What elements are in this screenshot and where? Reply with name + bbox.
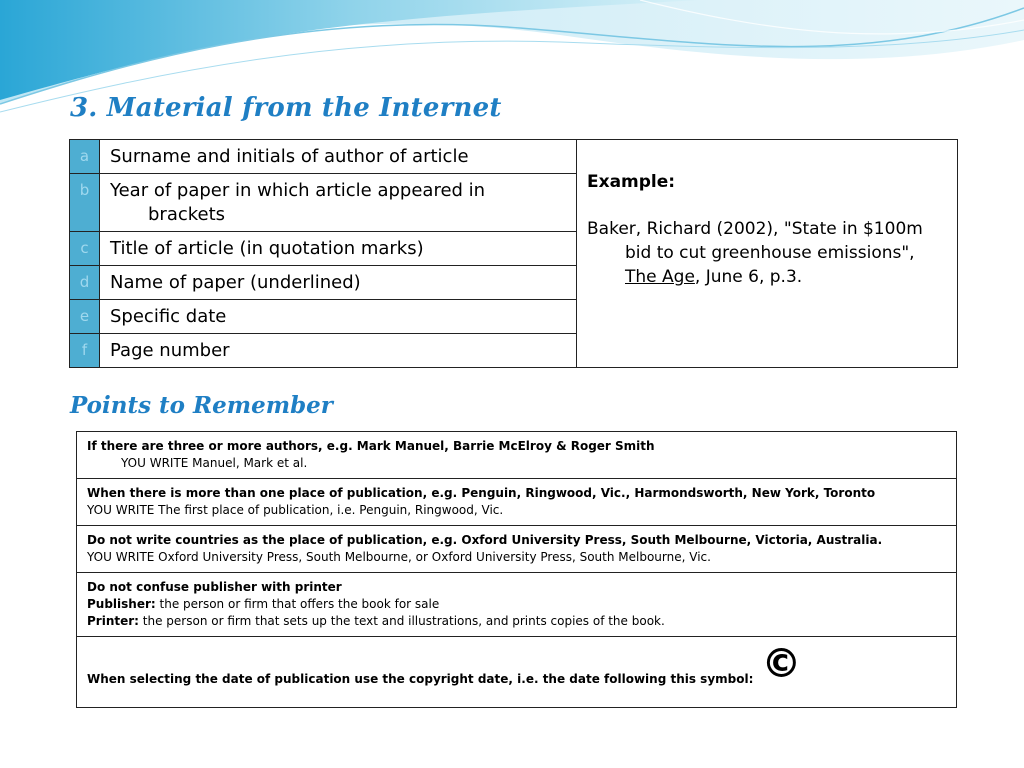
slide-title: 3. Material from the Internet [70, 93, 502, 123]
row-letter: e [70, 300, 100, 334]
row-letter: f [70, 334, 100, 368]
printer-label: Printer: [87, 614, 139, 628]
row-text: Specific date [100, 300, 577, 334]
points-table [76, 431, 957, 708]
point-rule: Do not confuse publisher with printer [87, 580, 342, 594]
table-row [77, 479, 957, 526]
row-text: Surname and initials of author of article [100, 140, 577, 174]
point-rule: When selecting the date of publication use the copyright date, i.e. the date following this symbol: [87, 672, 754, 686]
row-text: Title of article (in quotation marks) [100, 232, 577, 266]
point-rule: When there is more than one place of publication, e.g. Penguin, Ringwood, Vic., Harmondsworth, New York, Toronto [87, 486, 876, 500]
citation-elements-table [69, 139, 958, 368]
table-row [77, 637, 957, 708]
point-rule: Do not write countries as the place of publication, e.g. Oxford University Press, South Melbourne, Victoria, Australia. [87, 533, 883, 547]
point-instruction: YOU WRITE Oxford University Press, South Melbourne, or Oxford University Press, South Melbourne, Vic. [87, 550, 711, 564]
point-cell [77, 526, 957, 573]
point-cell [77, 479, 957, 526]
point-cell [77, 573, 957, 637]
example-citation: Baker, Richard (2002), "State in $100m bid to cut greenhouse emissions", The Age, June 6, p.3. [587, 219, 923, 287]
table-row [77, 526, 957, 573]
point-instruction: YOU WRITE The first place of publication, i.e. Penguin, Ringwood, Vic. [87, 503, 504, 517]
newspaper-name: The Age [625, 267, 695, 287]
row-text: Page number [100, 334, 577, 368]
example-cell [577, 140, 958, 368]
row-letter: a [70, 140, 100, 174]
row-text: Year of paper in which article appeared in brackets [100, 174, 577, 232]
row-letter: b [70, 174, 100, 232]
copyright-icon: © [761, 641, 802, 687]
table-row [77, 432, 957, 479]
row-letter: d [70, 266, 100, 300]
point-rule: If there are three or more authors, e.g. Mark Manuel, Barrie McElroy & Roger Smith [87, 439, 655, 453]
example-label: Example: [587, 172, 676, 192]
point-instruction: YOU WRITE Manuel, Mark et al. [121, 456, 308, 470]
point-cell [77, 432, 957, 479]
publisher-definition: the person or firm that offers the book for sale [155, 597, 440, 611]
section-heading: Points to Remember [70, 392, 333, 419]
publisher-label: Publisher: [87, 597, 156, 611]
table-row [77, 573, 957, 637]
printer-definition: the person or firm that sets up the text and illustrations, and prints copies of the book. [138, 614, 665, 628]
row-text: Name of paper (underlined) [100, 266, 577, 300]
row-letter: c [70, 232, 100, 266]
table-row [70, 140, 958, 174]
point-cell [77, 637, 957, 708]
